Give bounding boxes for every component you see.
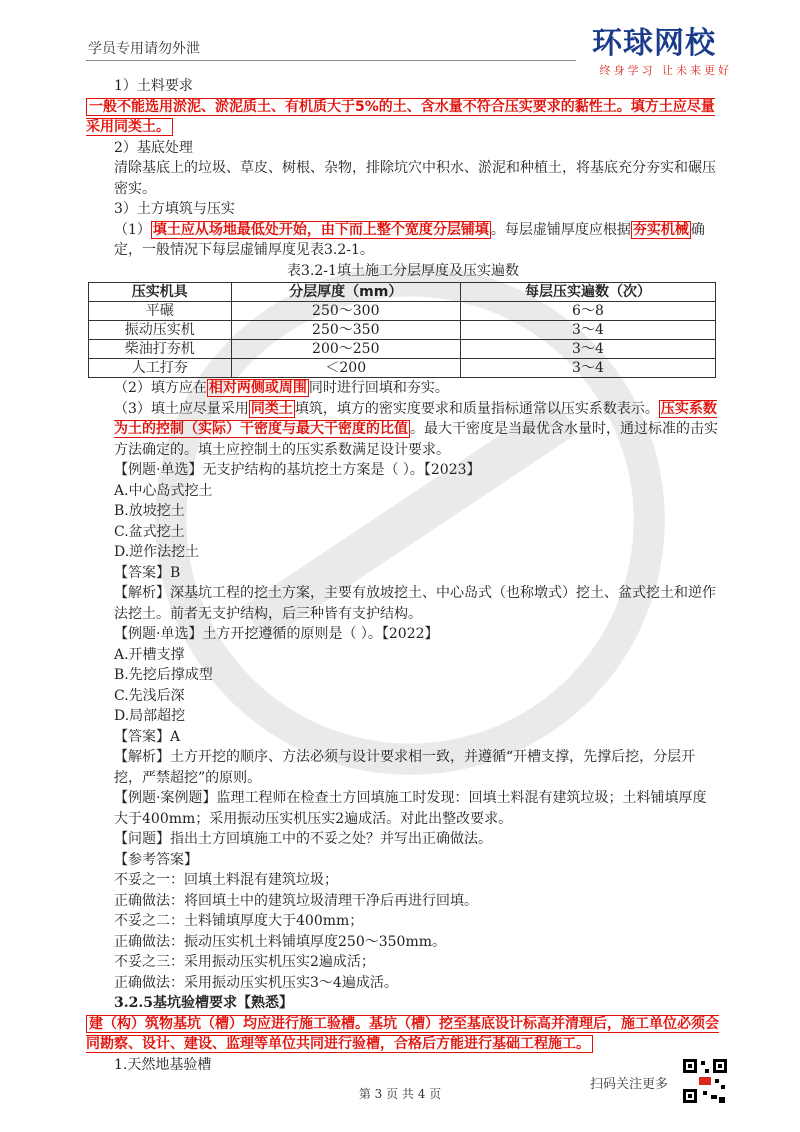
sec1-title: 1）土料要求	[114, 78, 193, 94]
ex1-option: C.盆式挖土	[114, 523, 185, 540]
table-row	[89, 302, 716, 321]
ex2-option: A.开槽支撑	[114, 646, 185, 663]
sec1-red-block	[86, 97, 720, 138]
ex3-line: 不妥之一：回填土料混有建筑垃圾；	[114, 872, 338, 888]
ex3-line: 正确做法：将回填土中的建筑垃圾清理干净后再进行回填。	[114, 892, 478, 909]
p3-mid: 填筑，填方的密实度要求和质量指标通常以压实系数表示。	[294, 400, 659, 417]
p2-prefix: （2）填方应在	[114, 380, 207, 396]
sec325-heading: 3.2.5基坑验槽要求【熟悉】	[114, 995, 293, 1011]
logo-slogan: 终身学习 让未来更好	[599, 64, 732, 77]
qr-label: 扫码关注更多	[590, 1077, 669, 1092]
table-cell: 200～250	[231, 340, 460, 359]
logo-main-text: 环球网校	[592, 26, 716, 61]
table-cell: 人工打夯	[89, 359, 232, 378]
table-cell: ＜200	[231, 359, 460, 378]
sec3-p1-red: 填土应从场地最低处开始，由下而上整个宽度分层铺填	[152, 221, 489, 238]
table-cell: 平碾	[89, 302, 232, 321]
brand-logo	[592, 28, 732, 80]
sec3-p1	[86, 220, 720, 261]
ex1-answer: 【答案】B	[114, 564, 181, 581]
p3-prefix: （3）填土应尽量采用	[114, 400, 249, 417]
table-header-cell: 分层厚度（mm）	[231, 283, 460, 302]
page-content	[86, 76, 720, 1075]
table-cell: 3～4	[460, 321, 715, 340]
p2	[86, 378, 720, 399]
page-number: 第 3 页 共 4 页	[358, 1087, 442, 1101]
sec1-red-text: 一般不能选用淤泥、淤泥质土、有机质大于5%的土、含水量不符合压实要求的黏性土。填方土应尽量采用同类土。	[86, 98, 715, 135]
table-cell: 250～350	[231, 321, 460, 340]
p3-suffix: 。最大干密度是当最优含水量时，通过标准的击实方法确定的。填土应控制土的压实系数满足设计要求。	[114, 421, 718, 458]
table-cell: 250～300	[231, 302, 460, 321]
ex2-question: 【例题·单选】土方开挖遵循的原则是（ ）。【2022】	[114, 626, 439, 642]
ex2-analysis: 【解析】土方开挖的顺序、方法必须与设计要求相一致，并遵循“开槽支撑，先撑后挖，分层开挖，严禁超挖”的原则。	[114, 749, 696, 786]
p3-red1: 同类土	[250, 400, 293, 417]
ex3-line: 不妥之二：土料铺填厚度大于400mm；	[114, 913, 364, 929]
table-cell: 3～4	[460, 340, 715, 359]
ex2-option: D.局部超挖	[114, 708, 186, 724]
sec3-p1-prefix: （1）	[114, 221, 151, 238]
ex2-answer: 【答案】A	[114, 728, 181, 745]
sec325-red-text: 建（构）筑物基坑（槽）均应进行施工验槽。基坑（槽）挖至基底设计标高并清理后，施工单位必须会同勘察、设计、建设、监理等单位共同进行验槽，合格后方能进行基础工程施工。	[86, 1015, 719, 1052]
sec3-p1-suffix: 确定，一般情况下每层虚铺厚度见表3.2-1。	[114, 221, 705, 258]
p3	[86, 399, 720, 461]
compaction-table	[88, 282, 716, 378]
header-left-text: 学员专用请勿外泄	[88, 41, 200, 57]
sec325-sub: 1.天然地基验槽	[114, 1056, 212, 1073]
table-header-row	[89, 283, 716, 302]
sec2-title: 2）基底处理	[114, 139, 193, 156]
ex3-ask: 【问题】指出土方回填施工中的不妥之处？并写出正确做法。	[114, 831, 492, 847]
table-row	[89, 340, 716, 359]
header-divider	[86, 60, 576, 61]
sec3-p1-red2: 夯实机械	[632, 221, 689, 238]
ex3-line: 正确做法：采用振动压实机压实3～4遍成活。	[114, 974, 398, 991]
ex1-option: D.逆作法挖土	[114, 544, 200, 560]
sec3-title: 3）土方填筑与压实	[114, 201, 235, 217]
table-cell: 3～4	[460, 359, 715, 378]
ex1-question: 【例题·单选】无支护结构的基坑挖土方案是（ ）。【2023】	[114, 462, 481, 478]
ex3-question: 【例题·案例题】监理工程师在检查土方回填施工时发现：回填土料混有建筑垃圾；土料铺填厚度大于400mm；采用振动压实机压实2遍成活。对此出整改要求。	[114, 790, 707, 827]
ex1-option: B.放坡挖土	[114, 503, 185, 519]
ex1-analysis: 【解析】深基坑工程的挖土方案，主要有放坡挖土、中心岛式（也称墩式）挖土、盆式挖土和逆作法挖土。前者无支护结构，后三种皆有支护结构。	[114, 585, 716, 622]
table-cell: 柴油打夯机	[89, 340, 232, 359]
ex3-ref: 【参考答案】	[114, 851, 198, 868]
ex3-line: 不妥之三：采用振动压实机压实2遍成活；	[114, 954, 375, 970]
ex1-option: A.中心岛式挖土	[114, 482, 213, 499]
table-cell: 6～8	[460, 302, 715, 321]
table-row	[89, 359, 716, 378]
p2-red: 相对两侧或周围	[208, 380, 307, 396]
table-row	[89, 321, 716, 340]
table-cell: 振动压实机	[89, 321, 232, 340]
p2-suffix: 同时进行回填和夯实。	[308, 380, 449, 396]
sec325-red-block	[86, 1014, 720, 1055]
p3-red2: 压实系数为土的控制（实际）干密度与最大干密度的比值	[114, 400, 717, 437]
ex2-option: B.先挖后撑成型	[114, 667, 213, 683]
sec2-text: 清除基底上的垃圾、草皮、树根、杂物，排除坑穴中积水、淤泥和种植土，将基底充分夯实和碾压密实。	[114, 160, 716, 197]
table-header-cell: 每层压实遍数（次）	[460, 283, 715, 302]
table-header-cell: 压实机具	[89, 283, 232, 302]
ex2-option: C.先浅后深	[114, 687, 185, 704]
table-caption: 表3.2-1填土施工分层厚度及压实遍数	[287, 262, 519, 279]
sec3-p1-mid: 。每层虚铺厚度应根据	[490, 221, 631, 238]
ex3-line: 正确做法：振动压实机土料铺填厚度250～350mm。	[114, 933, 446, 950]
